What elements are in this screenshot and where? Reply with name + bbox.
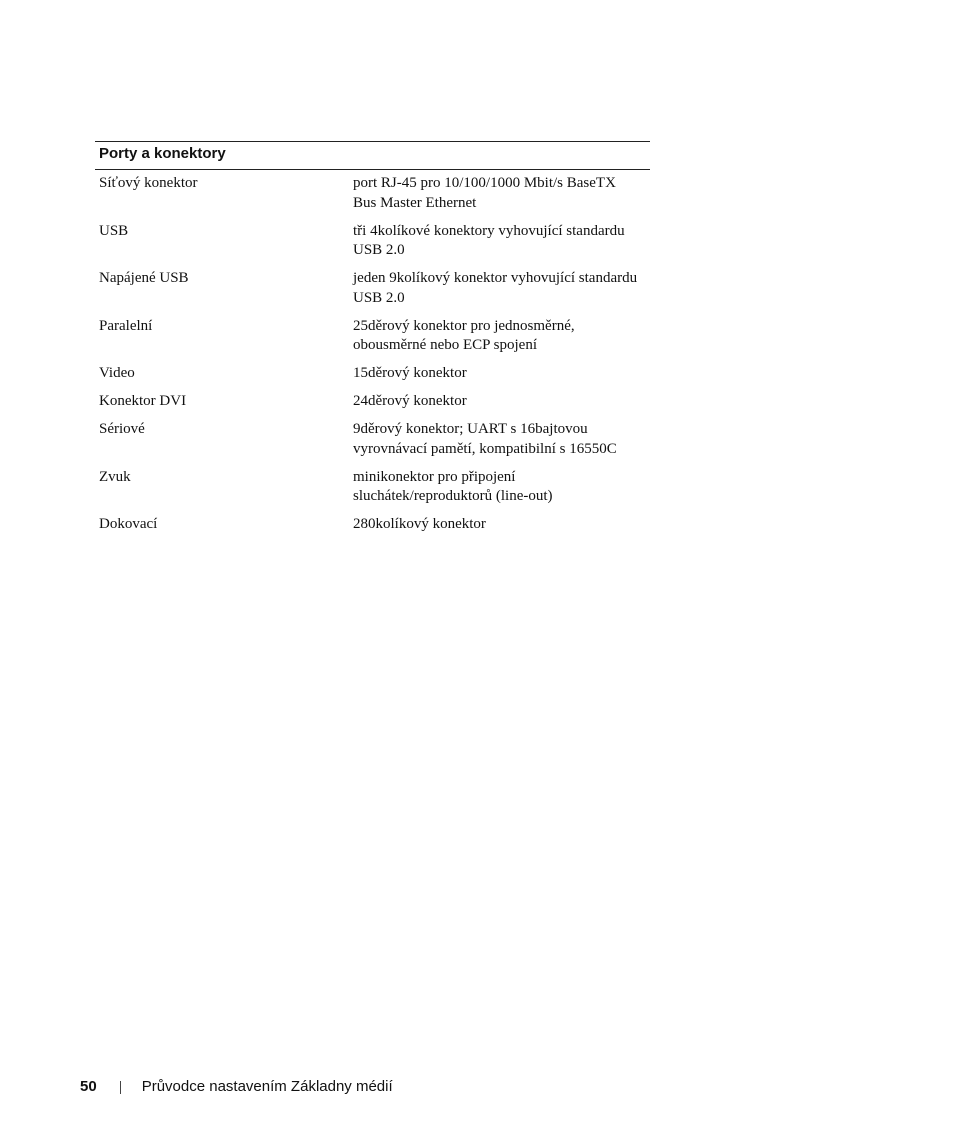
ports-connectors-table [95, 141, 650, 543]
row-value-serial: 9děrový konektor; UART s 16bajtovou vyrovnávací pamětí, kompatibilní s 16550C [353, 421, 617, 457]
table-row [95, 392, 650, 412]
row-label-dvi: Konektor DVI [99, 393, 187, 409]
row-label-powered-usb: Napájené USB [99, 270, 189, 286]
table-row [95, 420, 650, 459]
row-value-docking: 280kolíkový konektor [353, 516, 486, 532]
table-row [95, 317, 650, 356]
row-value-audio: minikonektor pro připojení sluchátek/reproduktorů (line-out) [353, 468, 553, 504]
row-label-usb: USB [99, 222, 129, 239]
footer-divider [120, 1081, 121, 1094]
table-row [95, 468, 650, 507]
row-value-network: port RJ-45 pro 10/100/1000 Mbit/s BaseTX Bus Master Ethernet [353, 175, 616, 211]
row-label-audio: Zvuk [99, 468, 131, 485]
row-label-network: Síťový konektor [99, 175, 198, 191]
row-value-dvi: 24děrový konektor [353, 393, 467, 409]
page-footer [80, 1077, 393, 1097]
row-value-usb: tři 4kolíkové konektory vyhovující standardu USB 2.0 [353, 222, 625, 258]
table-row [95, 364, 650, 384]
row-label-docking: Dokovací [99, 516, 158, 532]
row-value-video: 15děrový konektor [353, 365, 467, 381]
table-body [95, 170, 650, 535]
table-row [95, 222, 650, 261]
row-label-serial: Sériové [99, 421, 145, 437]
table-header: Porty a konektory [99, 145, 226, 162]
table-row [95, 269, 650, 308]
table-row [95, 515, 650, 535]
row-value-powered-usb: jeden 9kolíkový konektor vyhovující standardu USB 2.0 [353, 270, 638, 306]
table-row [95, 174, 650, 213]
document-title: Průvodce nastavením Základny médií [141, 1078, 393, 1095]
page-number: 50 [80, 1078, 97, 1095]
row-value-parallel: 25děrový konektor pro jednosměrné, obousměrné nebo ECP spojení [353, 317, 575, 353]
row-label-parallel: Paralelní [99, 317, 153, 334]
row-label-video: Video [99, 365, 135, 381]
